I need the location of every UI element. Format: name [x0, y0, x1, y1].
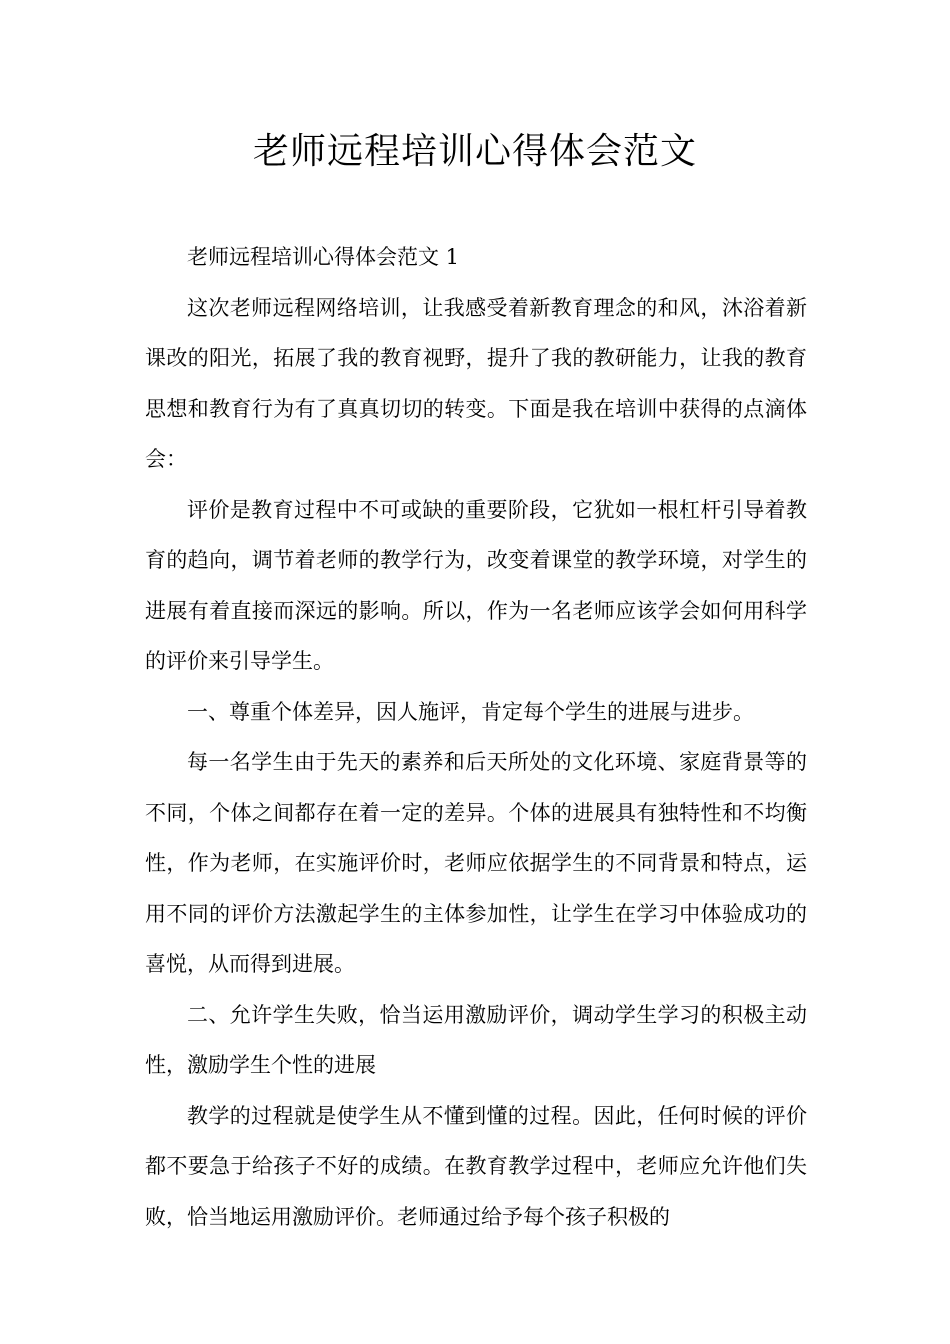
paragraph-differences: 每一名学生由于先天的素养和后天所处的文化环境、家庭背景等的不同，个体之间都存在着一定的差异。个体的进展具有独特性和不均衡性，作为老师，在实施评价时，老师应依据学生的不同背景和特点，运用不同的评价方法激起学生的主体参加性，让学生在学习中体验成功的喜悦，从而得到进展。	[145, 750, 807, 976]
paragraph-intro: 这次老师远程网络培训，让我感受着新教育理念的和风，沐浴着新课改的阳光，拓展了我的教育视野，提升了我的教研能力，让我的教育思想和教育行为有了真真切切的转变。下面是我在培训中获得的点滴体会：	[145, 295, 807, 471]
document-title: 老师远程培训心得体会范文	[252, 131, 697, 172]
section-heading: 老师远程培训心得体会范文 1	[187, 245, 460, 269]
paragraph-teaching-process: 教学的过程就是使学生从不懂到懂的过程。因此，任何时候的评价都不要急于给孩子不好的成绩。在教育教学过程中，老师应允许他们失败，恰当地运用激励评价。老师通过给予每个孩子积极的	[145, 1103, 807, 1229]
point-heading-1: 一、尊重个体差异，因人施评，肯定每个学生的进展与进步。	[187, 699, 754, 724]
document-body	[145, 232, 807, 1242]
paragraph-evaluation: 评价是教育过程中不可或缺的重要阶段，它犹如一根杠杆引导着教育的趋向，调节着老师的教学行为，改变着课堂的教学环境，对学生的进展有着直接而深远的影响。所以，作为一名老师应该学会如何用科学的评价来引导学生。	[145, 497, 807, 673]
point-heading-2: 二、允许学生失败，恰当运用激励评价，调动学生学习的积极主动性，激励学生个性的进展	[145, 1002, 807, 1077]
